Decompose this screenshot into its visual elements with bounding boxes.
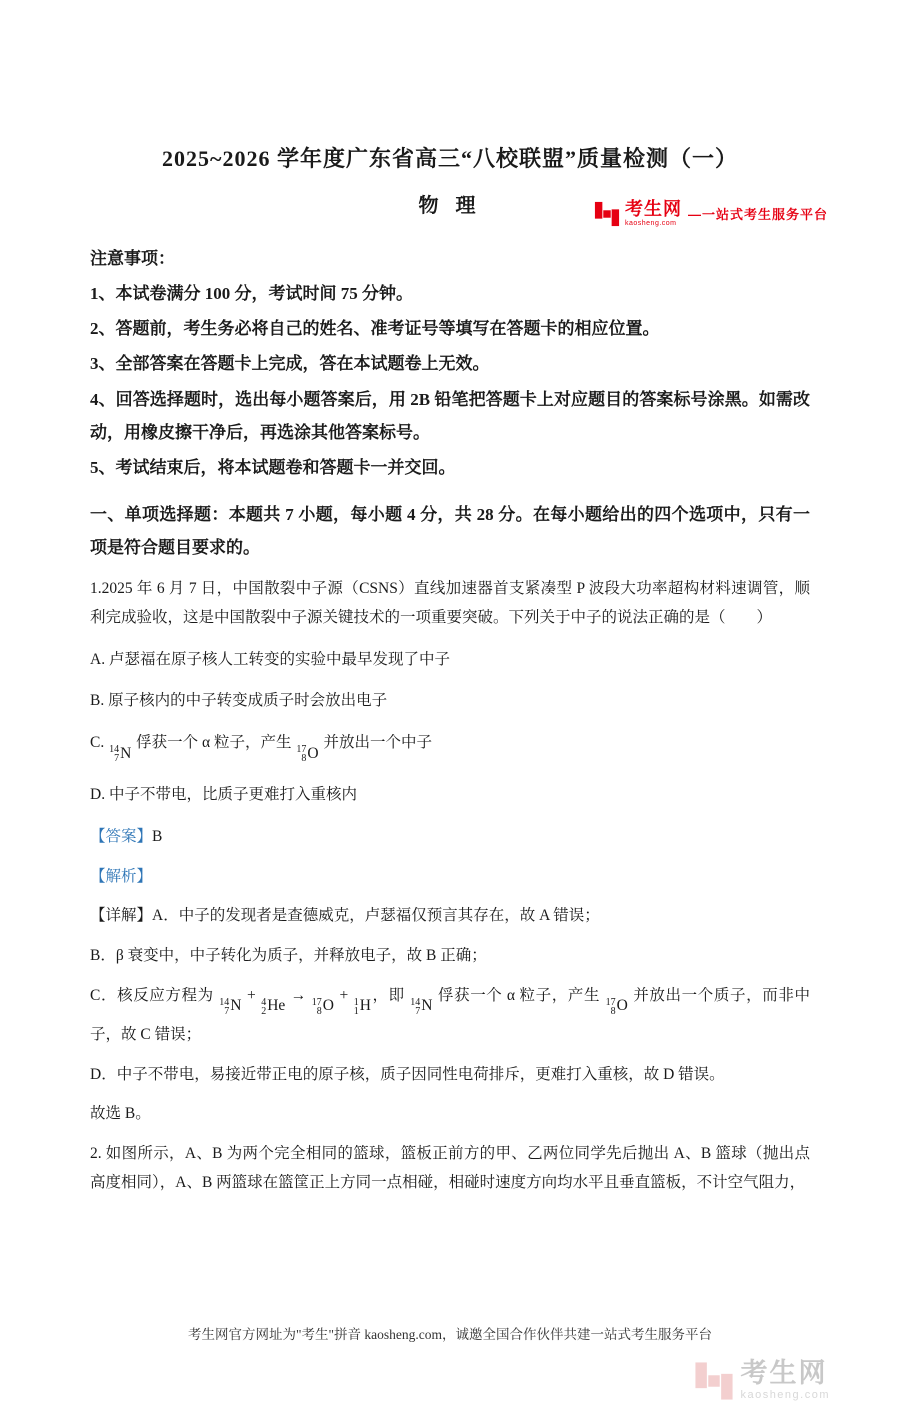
kaosheng-watermark-icon <box>694 1361 734 1401</box>
notice-item-2: 2、答题前，考生务必将自己的姓名、准考证号等填写在答题卡的相应位置。 <box>90 319 660 339</box>
notice-item-1: 1、本试卷满分 100 分，考试时间 75 分钟。 <box>90 284 413 304</box>
kaosheng-logo <box>594 200 828 227</box>
watermark-domain: kaosheng.com <box>740 1389 830 1401</box>
question-1-option-d: D. 中子不带电，比质子更难打入重核内 <box>90 786 357 804</box>
question-1-option-a: A. 卢瑟福在原子核人工转变的实验中最早发现了中子 <box>90 650 450 668</box>
logo-tagline: —一站式考生服务平台 <box>687 207 828 222</box>
question-2-stem: 2. 如图所示，A、B 为两个完全相同的篮球，篮板正前方的甲、乙两位同学先后抛出 A、B 篮球（抛出点高度相同），A、B 两篮球在篮筐正上方同一点相碰，相碰时速度方向均水平且垂直篮板，不计空气阻力， <box>90 1145 810 1191</box>
notice-item-5: 5、考试结束后，将本试题卷和答题卡一并交回。 <box>90 457 456 477</box>
watermark-text-block <box>740 1360 830 1401</box>
kaosheng-logo-icon <box>594 201 620 227</box>
detail-line-a: 【详解】A．中子的发现者是查德威克，卢瑟福仅预言其存在，故 A 错误； <box>90 907 600 925</box>
detail-line-d: D．中子不带电，易接近带正电的原子核，质子因同性电荷排斥，更难打入重核，故 D 错误。 <box>90 1065 725 1083</box>
question-1-option-b: B. 原子核内的中子转变成质子时会放出电子 <box>90 692 388 710</box>
logo-name: 考生网 <box>624 199 682 219</box>
question-1-option-c: C. 14 7 N 俘获一个 α 粒子，产生 17 8 O 并放出一个中子 <box>90 733 433 764</box>
kaosheng-watermark <box>694 1360 830 1401</box>
logo-name-block <box>625 200 682 227</box>
detail-conclusion: 故选 B。 <box>90 1105 151 1123</box>
question-1-stem: 1.2025 年 6 月 7 日，中国散裂中子源（CSNS）直线加速器首支紧凑型 P 波段大功率超构材料速调管，顺利完成验收，这是中国散裂中子源关键技术的一项重要突破。下列关于中子的说法正确的是（ ） <box>90 580 810 626</box>
detail-line-c: C．核反应方程为 14 7 N + 4 2 He → 17 8 O + 1 1 H ，即 14 7 N 俘获一个 α 粒子，产生 17 8 O 并放出一个质子，而非中子，故 C 错误； <box>90 986 810 1043</box>
exam-title: 2025~2026 学年度广东省高三“八校联盟”质量检测（一） <box>162 146 738 171</box>
notice-item-4: 4、回答选择题时，选出每小题答案后，用 2B 铅笔把答题卡上对应题目的答案标号涂黑。如需改动，用橡皮擦干净后，再选涂其他答案标号。 <box>90 389 810 442</box>
notice-section <box>90 242 810 484</box>
logo-domain: kaosheng.com <box>624 220 677 227</box>
answer-value: B <box>152 827 163 845</box>
answer-label: 【答案】 <box>90 827 153 845</box>
analysis-label: 【解析】 <box>90 867 153 885</box>
analysis-label-line <box>90 863 810 892</box>
notice-item-3: 3、全部答案在答题卡上完成，答在本试题卷上无效。 <box>90 354 490 374</box>
watermark-name: 考生网 <box>740 1358 828 1388</box>
detail-line-b: B．β 衰变中，中子转化为质子，并释放电子，故 B 正确； <box>90 946 487 964</box>
section-heading: 一、单项选择题：本题共 7 小题，每小题 4 分，共 28 分。在每小题给出的四个选项中，只有一项是符合题目要求的。 <box>90 504 810 558</box>
answer-line <box>90 823 810 852</box>
footer-text: 考生网官方网址为"考生"拼音 kaosheng.com，诚邀全国合作伙伴共建一站式考生服务平台 <box>187 1327 712 1342</box>
notice-heading: 注意事项： <box>90 249 175 268</box>
exam-document-page <box>0 142 900 1415</box>
subject-title: 物 理 <box>418 195 482 217</box>
